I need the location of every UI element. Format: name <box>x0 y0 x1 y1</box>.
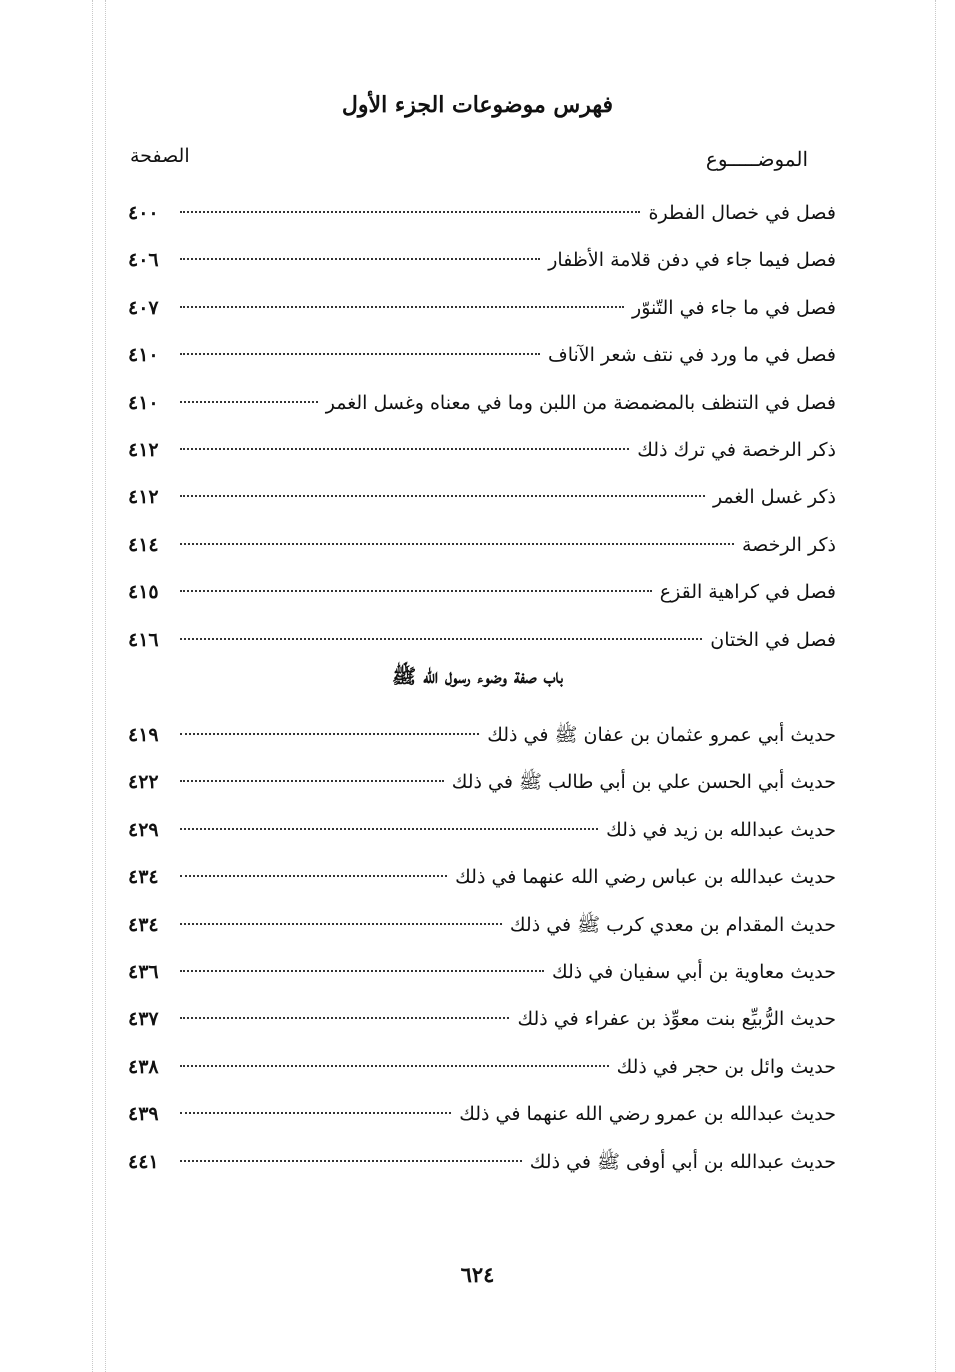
toc-entry-page: ٤٣٨ <box>128 1055 159 1078</box>
toc-entry <box>128 902 836 949</box>
toc-entry <box>128 474 836 521</box>
toc-entry-page: ٤٣٩ <box>128 1103 159 1126</box>
toc-entry <box>128 759 836 806</box>
toc-entry-page: ٤٣٤ <box>128 913 159 936</box>
toc-entry <box>128 332 836 379</box>
toc-entry-page: ٤٠٠ <box>128 202 159 224</box>
toc-entry <box>128 380 836 427</box>
page-column-header: الصفحة <box>130 145 190 167</box>
toc-entry-topic: ذكر الرخصة <box>742 533 836 556</box>
toc-entry <box>128 237 836 284</box>
toc-entry <box>128 617 836 664</box>
toc-entry-topic: حديث وائل بن حجر في ذلك <box>616 1055 836 1078</box>
toc-entry-topic: فصل في الختان <box>710 628 836 651</box>
toc-entry-page: ٤٠٧ <box>128 296 159 319</box>
toc-entry-page: ٤١٢ <box>128 486 159 509</box>
dot-leader <box>180 733 479 735</box>
toc-entry-topic: فصل في كراهية القزع <box>659 581 836 604</box>
toc-entry-topic: حديث الرُّبيِّع بنت معوِّذ بن عفراء في ذلك <box>517 1008 836 1031</box>
toc-entry-topic: حديث معاوية بن أبي سفيان في ذلك <box>551 960 836 983</box>
toc-entry-page: ٤١٥ <box>128 581 159 604</box>
toc-entry-page: ٤٣٤ <box>128 866 159 889</box>
dot-leader <box>180 638 702 640</box>
toc-entry-page: ٤٣٧ <box>128 1008 159 1031</box>
toc-entry <box>128 427 836 474</box>
dot-leader <box>180 353 540 355</box>
toc-entry <box>128 1044 836 1091</box>
dot-leader <box>180 590 652 592</box>
dot-leader <box>180 1065 609 1067</box>
toc-entry-topic: ذكر غسل الغمر <box>712 486 836 509</box>
page-number: ٦٢٤ <box>460 1262 495 1287</box>
toc-entry-topic: فصل في ما جاء في التّنوّر <box>632 296 836 319</box>
toc-entry-topic: ذكر الرخصة في ترك ذلك <box>637 438 836 461</box>
toc-entry-page: ٤٢٩ <box>128 818 159 841</box>
toc-entry-page: ٤١٠ <box>128 391 159 414</box>
topic-column-header: الموضـــــوع <box>705 147 808 171</box>
toc-entry <box>128 569 836 616</box>
toc-entry-page: ٤١٦ <box>128 628 159 651</box>
toc-entry-topic: حديث أبي عمرو عثمان بن عفان ﷺ في ذلك <box>487 724 836 746</box>
dot-leader <box>180 495 705 497</box>
toc-entry-topic: فصل في خصال الفطرة <box>648 202 836 224</box>
dot-leader <box>180 258 540 260</box>
toc-entry <box>128 807 836 854</box>
dot-leader <box>180 1112 451 1114</box>
toc-entry-page: ٤٢٢ <box>128 771 159 794</box>
toc-entry <box>128 996 836 1043</box>
toc-entry <box>128 1091 836 1138</box>
toc-entry-page: ٤٠٦ <box>128 249 159 272</box>
toc-entry-page: ٤١٤ <box>128 533 159 556</box>
toc-section-1 <box>128 190 836 664</box>
dot-leader <box>180 780 444 782</box>
dot-leader <box>180 828 598 830</box>
toc-entry <box>128 712 836 759</box>
toc-entry-topic: فصل فيما جاء في دفن قلامة الأظفار <box>548 249 836 272</box>
toc-entry-topic: حديث عبدالله بن زيد في ذلك <box>606 818 836 841</box>
section-heading: باب صفة وضوء رسول الله ﷺ <box>392 664 563 688</box>
toc-entry <box>128 522 836 569</box>
toc-entry <box>128 285 836 332</box>
toc-entry-topic: حديث أبي الحسن علي بن أبي طالب ﷺ في ذلك <box>451 771 836 794</box>
toc-entry <box>128 190 836 237</box>
dot-leader <box>180 401 318 403</box>
toc-entry-page: ٤١٠ <box>128 344 159 367</box>
toc-entry-topic: فصل في ما ورد في نتف شعر الآناف <box>548 344 836 367</box>
dot-leader <box>180 211 640 213</box>
toc-entry-topic: فصل في التنظف بالمضمضة من اللبن وما في معناه وغسل الغمر <box>325 391 836 414</box>
dot-leader <box>180 875 447 877</box>
dot-leader <box>180 1160 522 1162</box>
toc-entry-topic: حديث المقدام بن معدي كرب ﷺ في ذلك <box>509 913 836 936</box>
toc-section-2 <box>128 712 836 1186</box>
toc-entry <box>128 1139 836 1186</box>
dot-leader <box>180 1017 509 1019</box>
toc-entry-page: ٤١٩ <box>128 724 159 746</box>
page-title: فهرس موضوعات الجزء الأول <box>341 92 614 118</box>
toc-entry-page: ٤٤١ <box>128 1150 159 1173</box>
toc-entry-topic: حديث عبدالله بن عمرو رضي الله عنهما في ذلك <box>459 1103 836 1126</box>
toc-entry-page: ٤٣٦ <box>128 960 159 983</box>
dot-leader <box>180 543 734 545</box>
toc-entry-topic: حديث عبدالله بن عباس رضي الله عنهما في ذلك <box>455 866 836 889</box>
toc-entry-topic: حديث عبدالله بن أبي أوفى ﷺ في ذلك <box>529 1150 836 1173</box>
toc-entry <box>128 854 836 901</box>
dot-leader <box>180 923 502 925</box>
dot-leader <box>180 448 629 450</box>
dot-leader <box>180 970 544 972</box>
toc-entry <box>128 949 836 996</box>
toc-entry-page: ٤١٢ <box>128 438 159 461</box>
dot-leader <box>180 306 624 308</box>
